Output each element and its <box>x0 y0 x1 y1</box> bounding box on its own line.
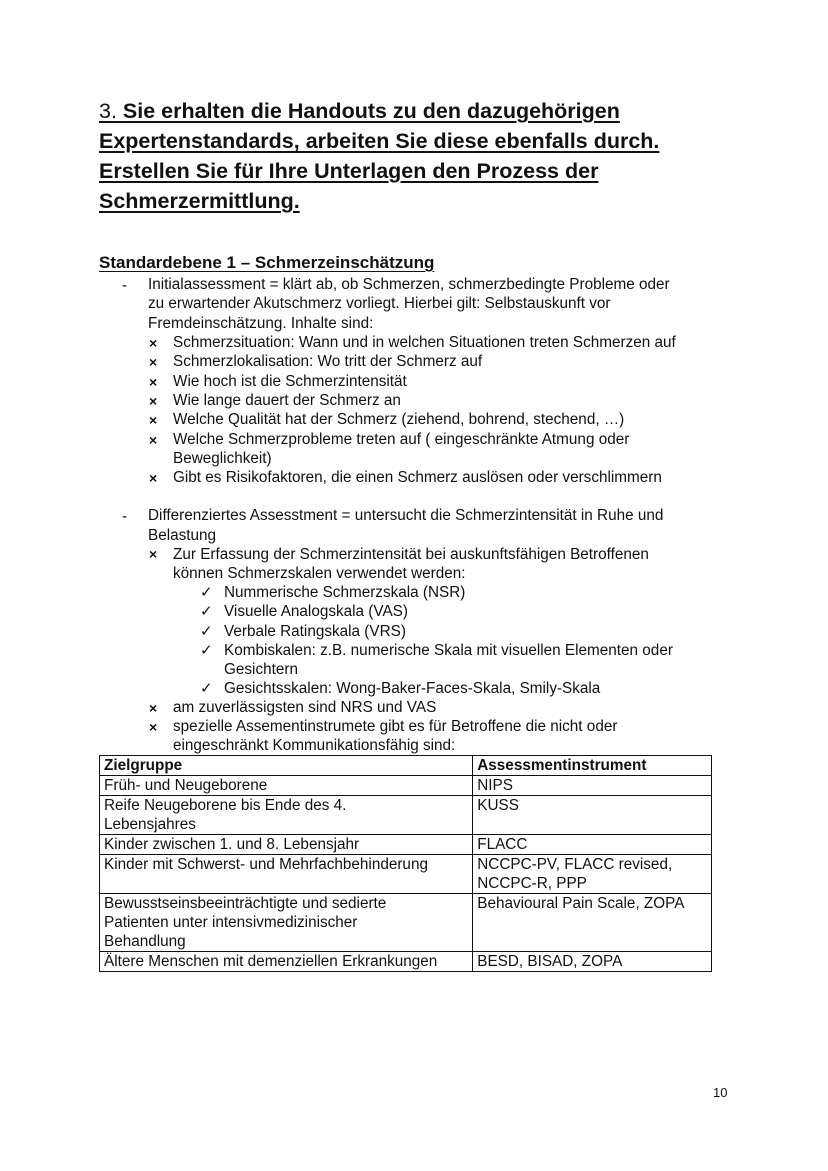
table-body <box>100 776 712 972</box>
scale-item-4: Kombiskalen: z.B. numerische Skala mit visuellen Elementen oder <box>224 642 673 659</box>
cell-zielgruppe: Reife Neugeborene bis Ende des 4. Lebensjahres <box>100 796 473 835</box>
heading-line-1: Sie erhalten die Handouts zu den dazugehörigen <box>122 99 620 123</box>
table-row <box>100 835 712 855</box>
cell-assessmentinstrument: Behavioural Pain Scale, ZOPA <box>473 894 712 952</box>
scale-item-4-cont: Gesichtern <box>224 661 298 678</box>
cross-bullet: × <box>149 335 158 351</box>
cell-zielgruppe: Bewusstseinsbeeinträchtigte und sedierte Patienten unter intensivmedizinischer Behandlung <box>100 894 473 952</box>
section-title: Standardebene 1 – Schmerzeinschätzung <box>99 253 435 272</box>
task-number: 3. <box>99 99 117 123</box>
cross-bullet: × <box>149 470 158 486</box>
cell-zielgruppe: Ältere Menschen mit demenziellen Erkrankungen <box>100 952 473 972</box>
scale-item-3: Verbale Ratingskala (VRS) <box>224 623 406 640</box>
table-row <box>100 776 712 796</box>
initial-item-4: Wie lange dauert der Schmerz an <box>173 392 401 409</box>
check-icon: ✓ <box>200 584 213 601</box>
table-row <box>100 796 712 835</box>
cross-bullet: × <box>149 546 158 562</box>
initial-item-5: Welche Qualität hat der Schmerz (ziehend, bohrend, stechend, …) <box>173 411 625 428</box>
initial-item-3: Wie hoch ist die Schmerzintensität <box>173 373 407 390</box>
cell-assessmentinstrument: FLACC <box>473 835 712 855</box>
initial-item-6-cont: Beweglichkeit) <box>173 450 272 467</box>
initial-item-2: Schmerzlokalisation: Wo tritt der Schmerz auf <box>173 353 483 370</box>
scale-item-5: Gesichtsskalen: Wong-Baker-Faces-Skala, Smily-Skala <box>224 680 601 697</box>
cell-assessmentinstrument: KUSS <box>473 796 712 835</box>
heading-line-3: Erstellen Sie für Ihre Unterlagen den Prozess der <box>99 159 599 183</box>
initial-item-6: Welche Schmerzprobleme treten auf ( eingeschränkte Atmung oder <box>173 431 630 448</box>
page-number: 10 <box>713 1085 728 1100</box>
diff-item1-line-1: Zur Erfassung der Schmerzintensität bei auskunftsfähigen Betroffenen <box>173 546 649 563</box>
initial-line-2: zu erwartender Akutschmerz vorliegt. Hierbei gilt: Selbstauskunft vor <box>148 295 611 312</box>
cross-bullet: × <box>149 412 158 428</box>
cross-bullet: × <box>149 393 158 409</box>
diff-item1-line-2: können Schmerzskalen verwendet werden: <box>173 565 466 582</box>
cross-bullet: × <box>149 374 158 390</box>
cell-zielgruppe: Kinder zwischen 1. und 8. Lebensjahr <box>100 835 473 855</box>
table-row <box>100 894 712 952</box>
header-zielgruppe: Zielgruppe <box>100 756 473 776</box>
diff-item2: am zuverlässigsten sind NRS und VAS <box>173 699 437 716</box>
header-assessmentinstrument: Assessmentinstrument <box>473 756 712 776</box>
dash-bullet: - <box>122 508 128 525</box>
scale-item-2: Visuelle Analogskala (VAS) <box>224 603 408 620</box>
task-heading <box>99 96 739 216</box>
check-icon: ✓ <box>200 642 213 659</box>
heading-line-2: Expertenstandards, arbeiten Sie diese ebenfalls durch. <box>99 129 660 153</box>
cross-bullet: × <box>149 700 158 716</box>
cell-assessmentinstrument: BESD, BISAD, ZOPA <box>473 952 712 972</box>
initial-line-1: Initialassessment = klärt ab, ob Schmerzen, schmerzbedingte Probleme oder <box>148 276 670 293</box>
diff-line-2: Belastung <box>148 527 217 544</box>
scale-item-1: Nummerische Schmerzskala (NSR) <box>224 584 466 601</box>
table-header-row <box>100 756 712 776</box>
diff-item3-line-2: eingeschränkt Kommunikationsfähig sind: <box>173 737 456 754</box>
cell-assessmentinstrument: NCCPC-PV, FLACC revised, NCCPC-R, PPP <box>473 855 712 894</box>
cross-bullet: × <box>149 719 158 735</box>
dash-bullet: - <box>122 277 128 294</box>
cross-bullet: × <box>149 354 158 370</box>
initial-item-7: Gibt es Risikofaktoren, die einen Schmerz auslösen oder verschlimmern <box>173 469 662 486</box>
check-icon: ✓ <box>200 623 213 640</box>
assessment-table <box>99 755 712 972</box>
cell-assessmentinstrument: NIPS <box>473 776 712 796</box>
initial-line-3: Fremdeinschätzung. Inhalte sind: <box>148 315 374 332</box>
cell-zielgruppe: Früh- und Neugeborene <box>100 776 473 796</box>
initial-item-1: Schmerzsituation: Wann und in welchen Situationen treten Schmerzen auf <box>173 334 676 351</box>
cell-zielgruppe: Kinder mit Schwerst- und Mehrfachbehinderung <box>100 855 473 894</box>
table-row <box>100 855 712 894</box>
check-icon: ✓ <box>200 603 213 620</box>
table-row <box>100 952 712 972</box>
diff-line-1: Differenziertes Assesstment = untersucht die Schmerzintensität in Ruhe und <box>148 507 664 524</box>
diff-item3-line-1: spezielle Assementinstrumete gibt es für Betroffene die nicht oder <box>173 718 618 735</box>
cross-bullet: × <box>149 432 158 448</box>
check-icon: ✓ <box>200 680 213 697</box>
heading-line-4: Schmerzermittlung. <box>99 189 300 213</box>
